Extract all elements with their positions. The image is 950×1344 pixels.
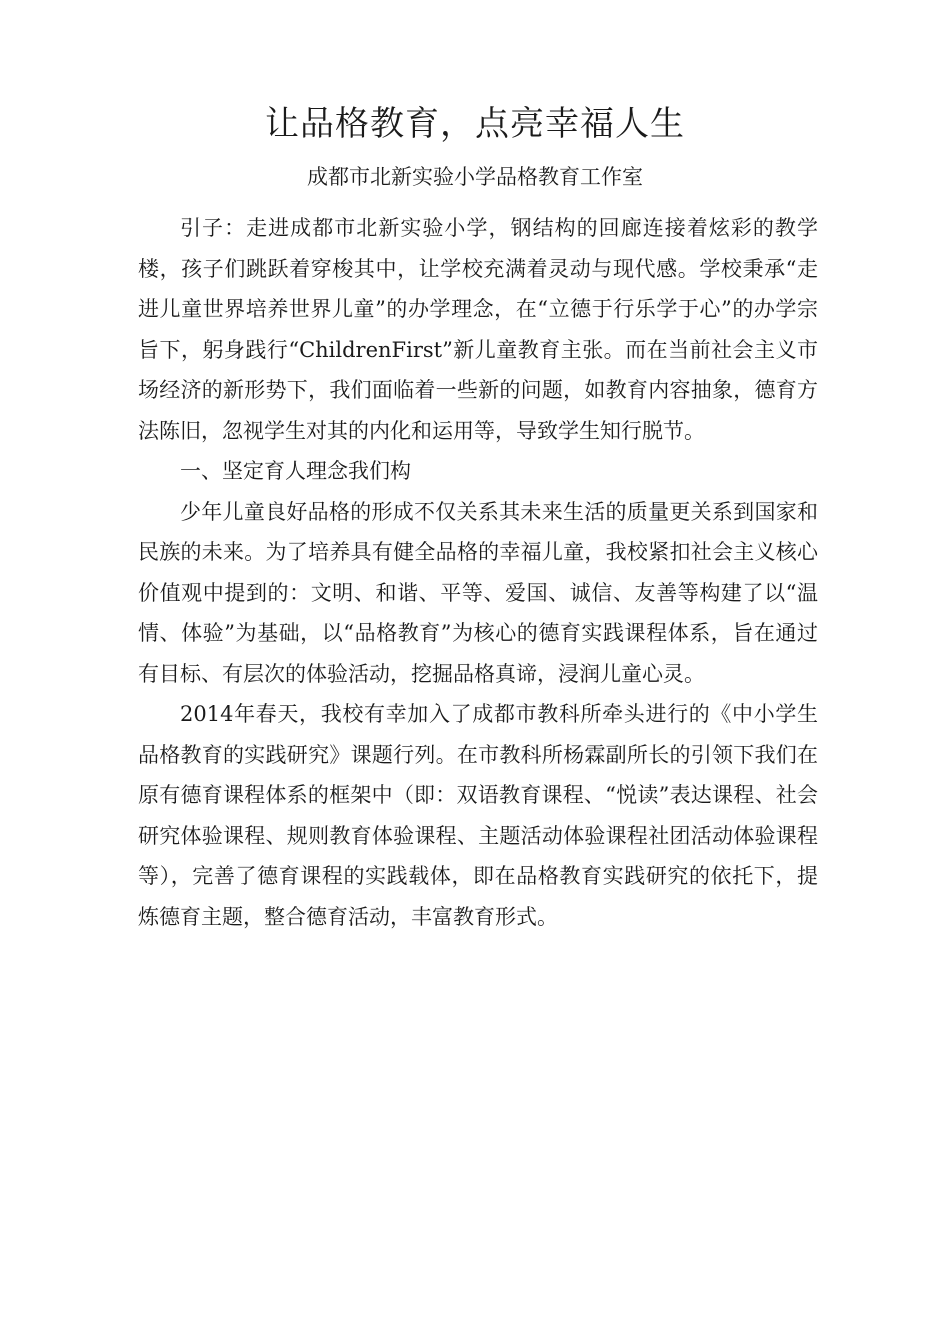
section-heading: 一、坚定育人理念我们构 xyxy=(180,459,411,483)
paragraph-intro: 引子：走进成都市北新实验小学，钢结构的回廊连接着炫彩的教学楼，孩子们跳跃着穿梭其中，让学校充满着灵动与现代感。学校秉承“走进儿童世界培养世界儿童”的办学理念，在“立德于行乐学于心”的办学宗旨下，躬身践行“ChildrenFirst”新儿童教育主张。而在当前社会主义市场经济的新形势下，我们面临着一些新的问题，如教育内容抽象，德育方法陈旧，忽视学生对其的内化和运用等，导致学生知行脱节。 xyxy=(138,216,818,443)
paragraph-research: 2014年春天，我校有幸加入了成都市教科所牵头进行的《中小学生品格教育的实践研究》课题行列。在市教科所杨霖副所长的引领下我们在原有德育课程体系的框架中（即：双语教育课程、“悦读”表达课程、社会研究体验课程、规则教育体验课程、主题活动体验课程社团活动体验课程等），完善了德育课程的实践载体，即在品格教育实践研究的依托下，提炼德育主题，整合德育活动，丰富教育形式。 xyxy=(138,702,818,929)
document-title: 让品格教育，点亮幸福人生 xyxy=(265,104,685,144)
paragraph-values: 少年儿童良好品格的形成不仅关系其未来生活的质量更关系到国家和民族的未来。为了培养具有健全品格的幸福儿童，我校紧扣社会主义核心价值观中提到的：文明、和谐、平等、爱国、诚信、友善等构建了以“温情、体验”为基础，以“品格教育”为核心的德育实践课程体系，旨在通过有目标、有层次的体验活动，挖掘品格真谛，浸润儿童心灵。 xyxy=(138,499,818,686)
document-author: 成都市北新实验小学品格教育工作室 xyxy=(307,165,643,189)
document-body xyxy=(138,208,818,937)
